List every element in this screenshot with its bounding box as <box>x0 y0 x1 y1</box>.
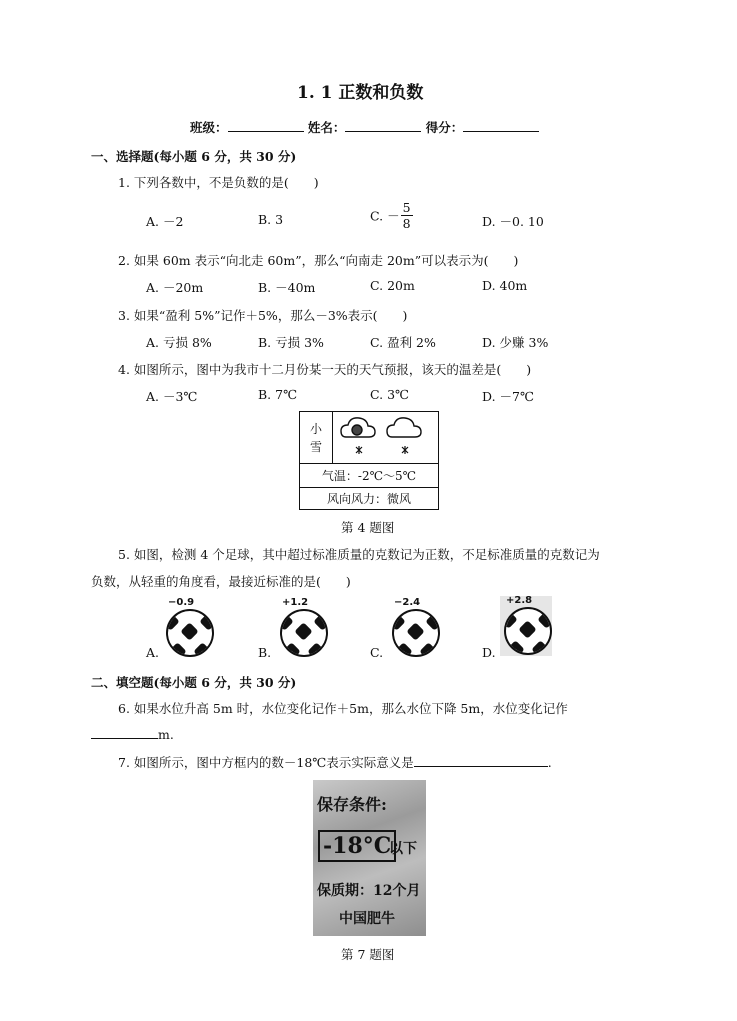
q2-stem: 2. 如果 60m 表示“向北走 60m”，那么“向南走 20m”可以表示为( ) <box>118 253 519 268</box>
q3-stem: 3. 如果“盈利 5%”记作＋5%，那么－3%表示( ) <box>118 308 408 323</box>
q6-unit: m. <box>158 727 174 742</box>
q1-option-d: D. －0. 10 <box>482 214 544 229</box>
soccer-ball-icon <box>392 609 440 657</box>
ball-c-value: −2.4 <box>394 597 421 608</box>
soccer-ball-icon <box>504 607 552 655</box>
label-shelf-life-clip <box>313 880 426 902</box>
q3-option-c: C. 盈利 2% <box>370 335 436 350</box>
q2-option-d: D. 40m <box>482 278 528 293</box>
label-brand: 中国肥牛 <box>339 911 395 927</box>
ball-option-c-letter: C. <box>370 645 384 660</box>
q3-option-a: A. 亏损 8% <box>146 335 212 350</box>
ball-b-value: +1.2 <box>282 597 309 608</box>
q4-option-a: A. －3℃ <box>146 389 198 404</box>
section2-heading: 二、填空题(每小题 6 分，共 30 分) <box>91 675 297 690</box>
ball-a-value: −0.9 <box>168 597 195 608</box>
label-temp-suffix: 以下 <box>389 841 417 857</box>
soccer-ball-icon <box>280 609 328 657</box>
ball-option-a-letter: A. <box>146 645 160 660</box>
q2-option-c: C. 20m <box>370 278 415 293</box>
q1-fraction-numerator: 5 <box>402 200 411 215</box>
q1-option-c <box>370 200 413 231</box>
score-label: 得分： <box>425 120 464 135</box>
label-temperature: -18°C <box>323 833 392 859</box>
class-blank[interactable] <box>228 119 304 132</box>
q4-option-b: B. 7℃ <box>258 387 298 402</box>
q4-option-c: C. 3℃ <box>370 387 410 402</box>
snow-cloud-icon <box>336 413 436 459</box>
q7-stem-line <box>118 753 552 771</box>
label-shelf-life: 保质期：12个月 <box>317 883 421 899</box>
ball-option-d-letter: D. <box>482 645 496 660</box>
score-blank[interactable] <box>463 119 539 132</box>
section1-heading: 一、选择题(每小题 6 分，共 30 分) <box>91 149 297 164</box>
q1-stem: 1. 下列各数中，不是负数的是( ) <box>118 175 319 190</box>
food-label-figure <box>313 780 426 936</box>
weather-condition-line2: 雪 <box>309 439 322 454</box>
q4-stem: 4. 如图所示，图中为我市十二月份某一天的天气预报，该天的温差是( ) <box>118 362 532 377</box>
soccer-ball-a <box>162 598 222 658</box>
q7-figure-caption: 第 7 题图 <box>341 947 395 962</box>
q1-fraction <box>401 200 413 231</box>
weather-temperature: 气温：-2℃～5℃ <box>300 464 439 488</box>
soccer-ball-b <box>276 598 336 658</box>
q3-option-b: B. 亏损 3% <box>258 335 324 350</box>
q7-stem: 7. 如图所示，图中方框内的数－18℃表示实际意义是 <box>118 755 414 770</box>
page-title: 1. 1 正数和负数 <box>297 83 424 103</box>
student-info-line <box>190 118 539 136</box>
q6-answer-blank[interactable] <box>91 726 158 739</box>
ball-d-value: +2.8 <box>506 595 533 606</box>
q1-option-b: B. 3 <box>258 212 284 227</box>
q4-figure-caption: 第 4 题图 <box>341 520 395 535</box>
q7-stem-end: . <box>547 755 552 770</box>
weather-condition <box>300 412 333 464</box>
name-blank[interactable] <box>345 119 421 132</box>
ball-option-b-letter: B. <box>258 645 272 660</box>
soccer-ball-d <box>500 596 552 656</box>
q2-option-b: B. －40m <box>258 280 316 295</box>
q2-option-a: A. －20m <box>146 280 204 295</box>
weather-forecast-figure <box>299 411 439 510</box>
q5-stem-line1: 5. 如图，检测 4 个足球，其中超过标准质量的克数记为正数，不足标准质量的克数记为 <box>118 547 600 562</box>
q1-option-a: A. －2 <box>146 214 184 229</box>
q4-option-d: D. －7℃ <box>482 389 534 404</box>
q1-option-c-prefix: C. － <box>370 208 400 224</box>
q7-answer-blank[interactable] <box>414 754 548 767</box>
weather-wind: 风向风力：微风 <box>300 488 439 510</box>
weather-icons <box>333 412 439 464</box>
weather-condition-line1: 小 <box>309 421 322 436</box>
q5-stem-line2: 负数，从轻重的角度看，最接近标准的是( ) <box>91 574 351 589</box>
label-temp-box <box>318 830 396 862</box>
soccer-ball-icon <box>166 609 214 657</box>
q6-line2 <box>91 726 174 742</box>
label-storage-title: 保存条件: <box>317 795 387 814</box>
q1-fraction-denominator: 8 <box>402 216 411 231</box>
q6-line1: 6. 如果水位升高 5m 时，水位变化记作＋5m，那么水位下降 5m，水位变化记作 <box>118 701 568 716</box>
class-label: 班级： <box>190 120 228 135</box>
soccer-ball-c <box>388 598 448 658</box>
q3-option-d: D. 少赚 3% <box>482 335 549 350</box>
name-label: 姓名： <box>307 120 346 135</box>
